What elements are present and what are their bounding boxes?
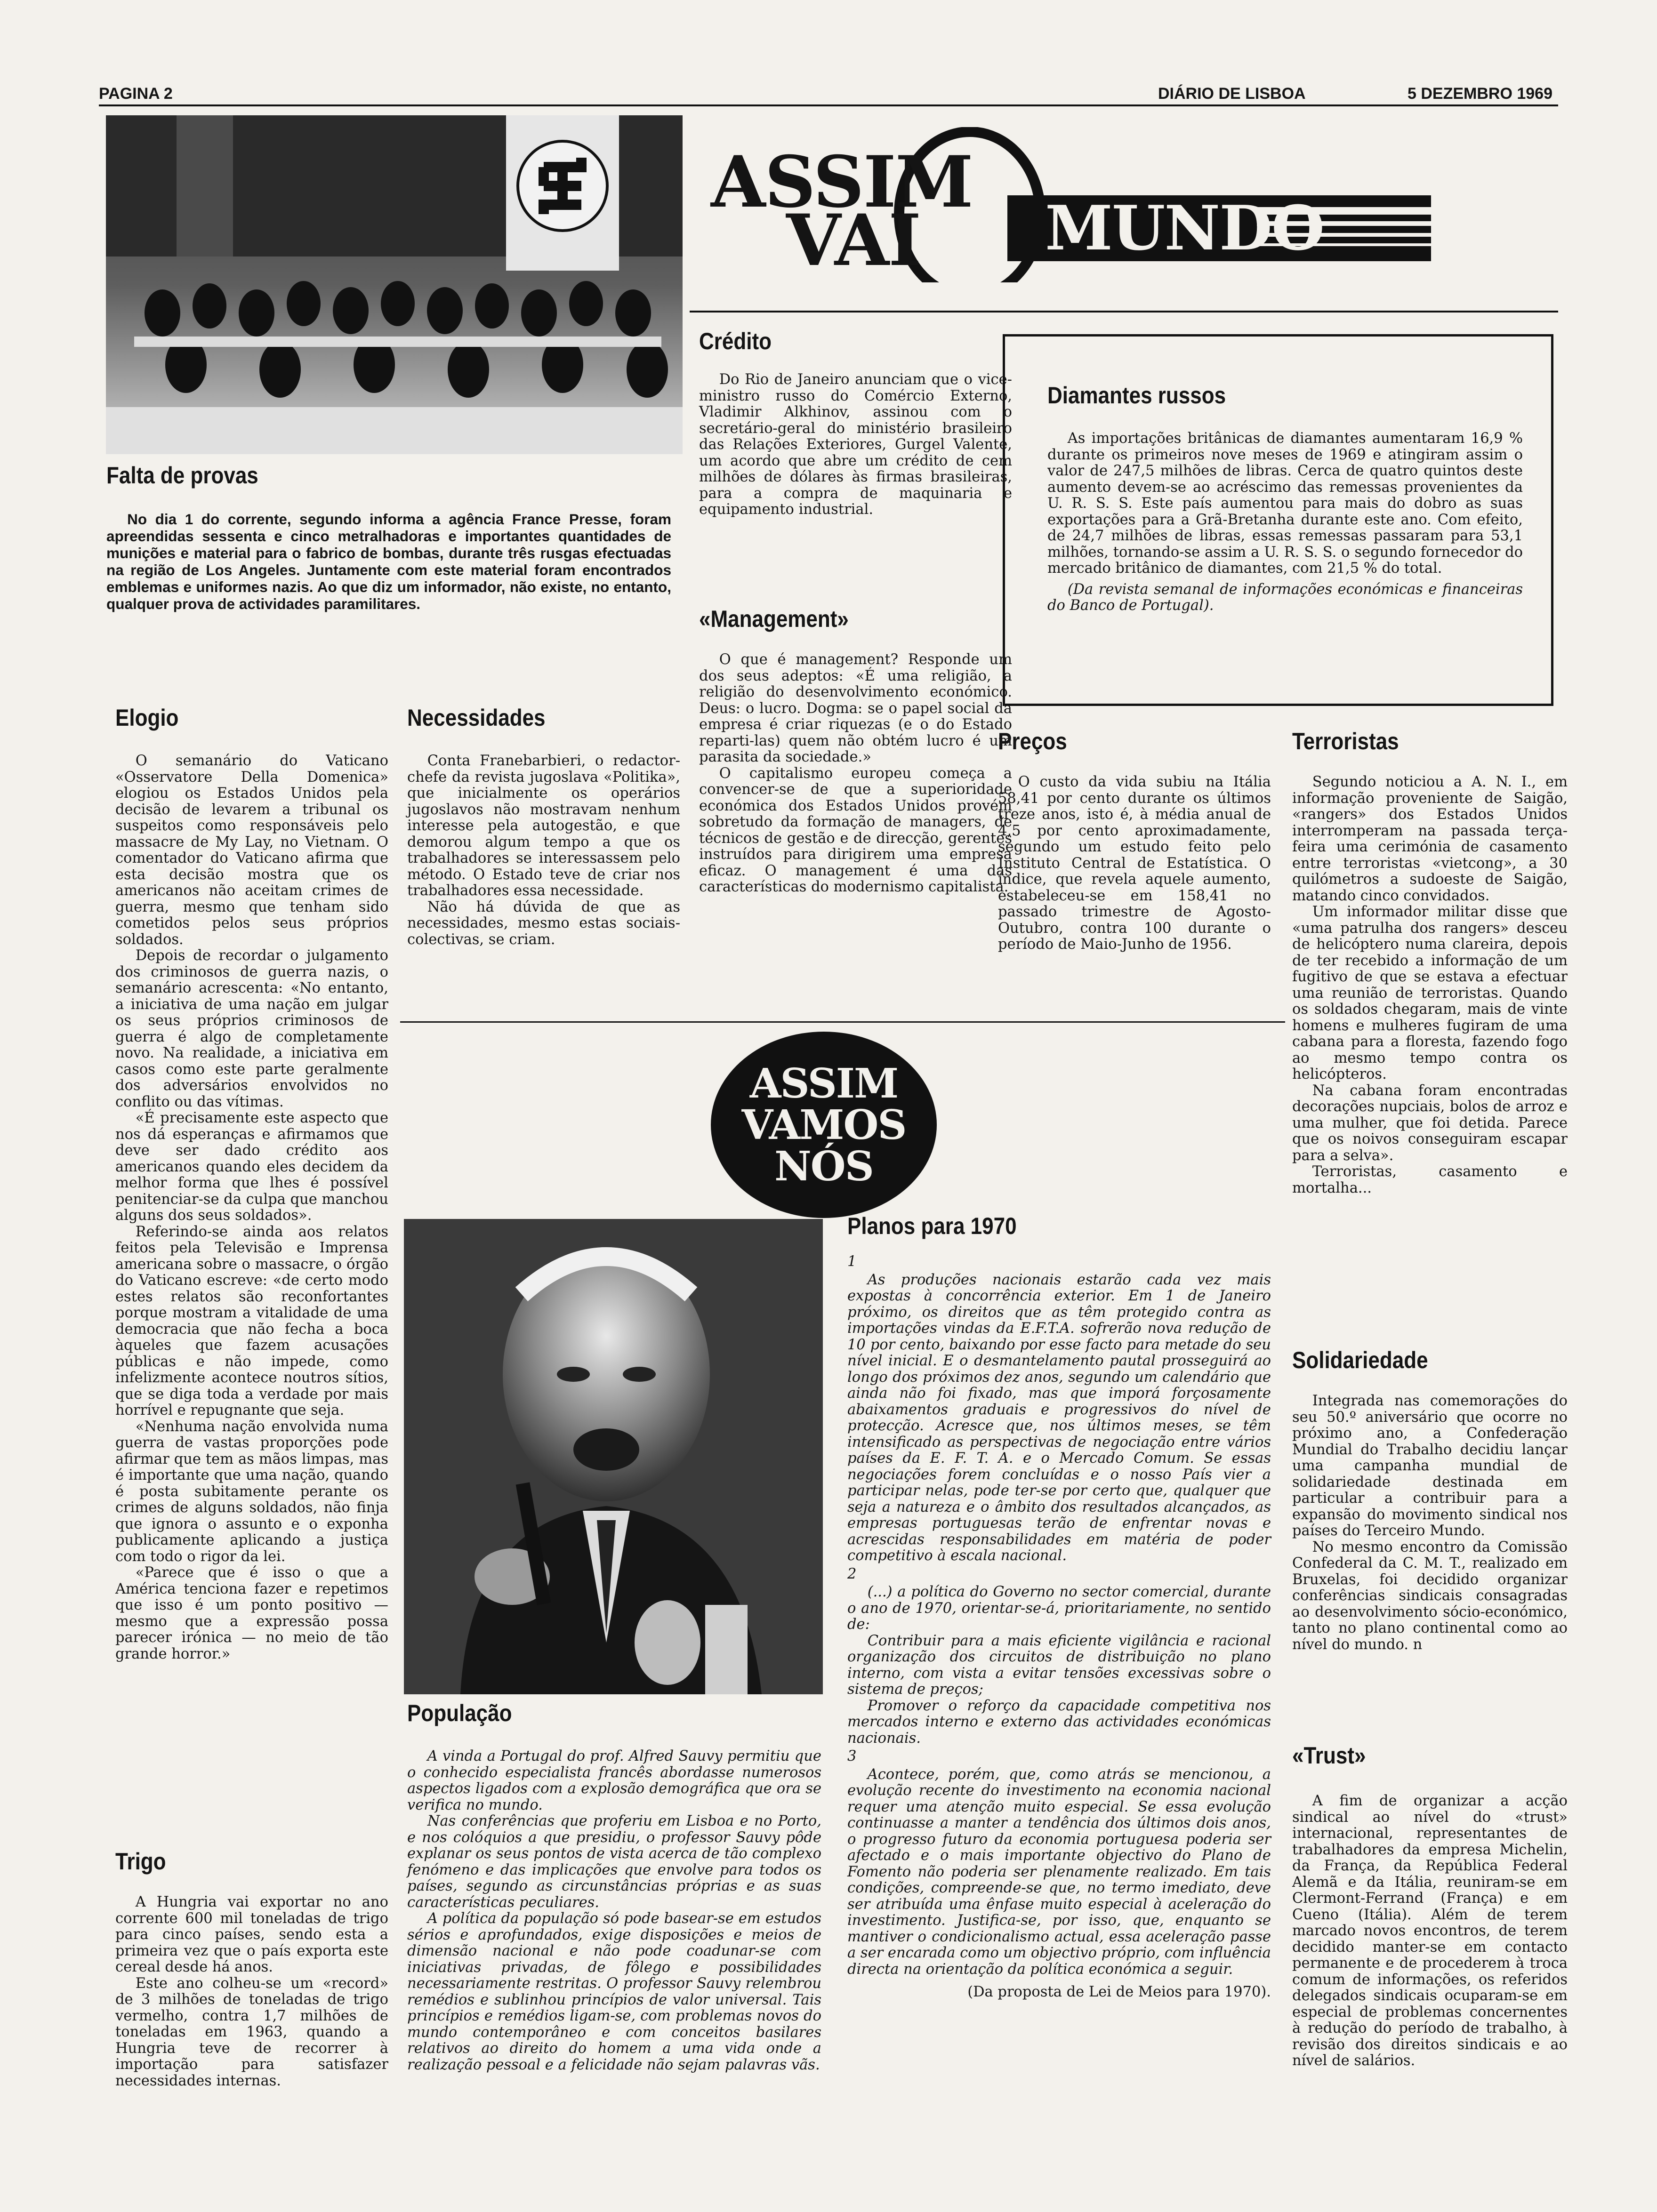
elogio-body: O semanário do Vaticano «Osservatore Della Domenica» elogiou os Estados Unidos pela decisão de levarem a tribunal os suspeitos como responsáveis pelo massacre de My Lay, no Vietnam. O comentador do Vaticano afirma que esta decisão mostra que os americanos não aceitam crimes de guerra, mesmo que tenham sido cometidos pelos seus próprios soldados. Depois de recordar o julgamento dos criminosos de guerra nazis, o semanário acrescenta: «No entanto, a iniciativa de uma nação em julgar os seus próprios criminosos de guerra é algo de completamente novo. Na realidade, a iniciativa em casos como este parte geralmente dos adversários envolvidos no conflito ou das vítimas. «É precisamente este aspecto que nos dá esperanças e afirmamos que deve ser dado crédito aos americanos quando eles decidem da melhor forma que lhes é possível penitenciar-se da culpa que manchou alguns dos seus soldados». Referindo-se ainda aos relatos feitos pela Televisão e Imprensa americana sobre o massacre, o órgão do Vaticano escreve: «de certo modo estes relatos são reconfortantes porque mostram a vitalidade de uma democracia que não fecha a boca àqueles que fazem acusações públicas e não impede, como infelizmente acontece noutros sítios, que se diga toda a verdade por mais horrível e repugnante que seja. «Nenhuma nação envolvida numa guerra de vastas proporções pode afirmar que tem as mãos limpas, mas é importante que uma nação, quando é posta subitamente perante os crimes de alguns soldados, não finja que ignora o assunto e o exponha publicamente aplicando a justiça com todo o rigor da lei. «Parece que é isso o que a América tenciona fazer e repetimos que isso é um ponto positivo — mesmo que a expressão possa parecer irónica — no meio de tão grande horror.»	[115, 753, 388, 1662]
badge-line2: VAMOS	[741, 1101, 906, 1149]
headline-credito: Crédito	[699, 328, 772, 354]
solidariedade-body: Integrada nas comemorações do seu 50.º aniversário que ocorre no próximo ano, a Confederação Mundial do Trabalho decidiu lançar uma campanha mundial de solidariedade destinada em particular a contribuir para a expansão do movimento sindical nos países do Terceiro Mundo. No mesmo encontro da Comissão Confederal da C. M. T., realizado em Bruxelas, foi decidido organizar conferências sindicais consagradas ao desenvolvimento sócio-económico, tanto no plano continental como ao nível do mundo. n	[1292, 1393, 1568, 1653]
planos-section-3: 3	[847, 1748, 857, 1764]
headline-trust: «Trust»	[1292, 1742, 1366, 1769]
banner-mundo: MUNDO	[1045, 192, 1324, 264]
headline-trigo: Trigo	[115, 1848, 166, 1875]
headline-management: «Management»	[699, 606, 849, 632]
populacao-body: A vinda a Portugal do prof. Alfred Sauvy permitiu que o conhecido especialista francês abordasse numerosos aspectos ligados com a explosão demográfica que ora se verifica no mundo. Nas conferências que proferiu em Lisboa e no Porto, e nos colóquios a que presidiu, o professor Sauvy pôde explanar os seus pontos de vista acerca de tão complexo fenómeno e das implicações que envolve para todos os países, segundo as circunstâncias próprias e as suas características peculiares. A política da população só pode basear-se em estudos sérios e aprofundados, exige disposições e meios de dimensão nacional e não pode coadunar-se com iniciativas privadas, de fôlego e possibilidades necessariamente restritas. O professor Sauvy relembrou remédios e sublinhou princípios de valor universal. Tais princípios e remédios ligam-se, com problemas novos do mundo contemporâneo e com conceitos basilares relativos ao direito do homem a uma vida onde a realização pessoal e a felicidade não sejam palavras vãs.	[407, 1748, 821, 2073]
headline-necessidades: Necessidades	[407, 705, 546, 731]
headline-elogio: Elogio	[115, 705, 179, 731]
header-rule	[99, 104, 1558, 106]
necessidades-body: Conta Franebarbieri, o redactor-chefe da revista jugoslava «Politika», que inicialmente os operários jugoslavos não mostravam nenhum interesse pela autogestão, e que demorou algum tempo a que os trabalhadores se interessassem pelo método. O Estado teve de criar nos trabalhadores essa necessidade. Não há dúvida de que as necessidades, mesmo estas sociais-colectivas, se criam.	[407, 753, 680, 948]
precos-body: O custo da vida subiu na Itália 58,41 por cento durante os últimos treze anos, isto é, à média anual de 4,5 por cento aproximadamente, segundo um estudo feito pelo Instituto Central de Estatística. O índice, que revela aquele aumento, estabeleceu-se em 158,41 no passado trimestre de Agosto-Outubro, contra 100 durante o período de Maio-Junho de 1956.	[998, 774, 1271, 953]
headline-falta-de-provas: Falta de provas	[106, 462, 258, 489]
badge-line1: ASSIM	[749, 1060, 898, 1107]
planos-body: 1 As produções nacionais estarão cada vez mais expostas à concorrência exterior. Em 1 de Janeiro próximo, os direitos que as têm protegido contra as importações vindas da E.F.T.A. sofrerão nova redução de 10 por cento, baixando por esse facto para metade do seu nível inicial. E o desmantelamento pautal prosseguirá ao longo dos próximos dez anos, segundo um calendário que ainda não foi fixado, mas que imporá forçosamente abaixamentos graduais e progressivos do nível de protecção. Acresce que, nos últimos meses, se têm intensificado as perspectivas de negociação entre vários países da E. F. T. A. e o Mercado Comum. Se essas negociações forem concluídas e o nosso País vier a participar nelas, pode ter-se por certo que, qualquer que seja a natureza e o âmbito dos resultados alcançados, as empresas portuguesas terão de enfrentar novas e acrescidas responsabilidades em matéria de poder competitivo à escala nacional. 2 (...) a política do Governo no sector comercial, durante o ano de 1970, orientar-se-á, prioritariamente, no sentido de: Contribuir para a mais eficiente vigilância e racional organização dos circuitos de distribuição no plano interno, com vista a evitar tensões excessivas sobre o sistema de preços; Promover o reforço da capacidade competitiva nos mercados interno e externo das actividades económicas nacionais. 3 Acontece, porém, que, como atrás se mencionou, a evolução recente do investimento na economia nacional requer uma atenção muito especial. Se essa evolução continuasse a manter a tendência dos últimos dois anos, o progresso futuro da economia portuguesa poderia ser afectado e o mais importante objectivo do Plano de Fomento não poderia ser plenamente realizado. Em tais condições, compreende-se que, no termo imediato, deve ser atribuída uma ênfase muito especial à aceleração do investimento. Justifica-se, por isso, que, enquanto se mantiver o condicionalismo actual, essa aceleração passe a ser encarada como um objectivo próprio, com influência directa na orientação da política económica a seguir. (Da proposta de Lei de Meios para 1970).	[847, 1253, 1271, 2000]
newspaper-name: DIÁRIO DE LISBOA	[1158, 85, 1306, 103]
headline-populacao: População	[407, 1700, 512, 1726]
headline-planos: Planos para 1970	[847, 1213, 1017, 1239]
headline-precos: Preços	[998, 728, 1067, 754]
trust-body: A fim de organizar a acção sindical ao nível do «trust» internacional, representantes de trabalhadores da empresa Michelin, da França, da República Federal Alemã e da Itália, reuniram-se em Clermont-Ferrand (França) e em Cueno (Itália). Além de terem marcado novos encontros, de terem decidido manter-se em contacto permanente e de procederem à troca comum de informações, os referidos delegados sindicais ocuparam-se em especial de problemas concernentes à redução do período de trabalho, à revisão dos direitos sindicais e ao nível de salários.	[1292, 1793, 1568, 2069]
credito-body: Do Rio de Janeiro anunciam que o vice-ministro russo do Comércio Externo, Vladimir Alkhinov, assinou com o secretário-geral do ministério brasileiro das Relações Exteriores, Gurgel Valente, um acordo que abre um crédito de cem milhões de dólares às firmas brasileiras, para a compra de maquinaria e equipamento industrial.	[699, 371, 1012, 518]
photo-nazi-meeting	[106, 115, 683, 454]
section-banner	[711, 127, 1450, 282]
falta-body: No dia 1 do corrente, segundo informa a agência France Presse, foram apreendidas sessenta e cinco metralhadoras e importantes quantidades de munições e material para o fabrico de bombas, durante três rusgas efectuadas na região de Los Angeles. Juntamente com este material foram encontrados emblemas e uniformes nazis. Ao que diz um informador, não existe, no entanto, qualquer prova de actividades paramilitares.	[106, 511, 671, 612]
management-body: O que é management? Responde um dos seus adeptos: «É uma religião, a religião do desenvolvimento económico. Deus: o lucro. Dogma: se o papel social da empresa é criar riquezas (e o do Estado reparti-las) quem não obtém lucro é um parasita da sociedade.» O capitalismo europeu começa a convencer-se de que a superioridade económica dos Estados Unidos provém sobretudo da formação de managers, de técnicos de gestão e de direcção, gerentes instruídos para dirigirem uma empresa eficaz. O management é uma das características do modernismo capitalista.	[699, 651, 1012, 895]
headline-diamantes: Diamantes russos	[1047, 382, 1226, 409]
banner-rule	[690, 311, 1558, 313]
banner-vai: VAI	[786, 199, 921, 282]
planos-section-1: 1	[847, 1253, 857, 1270]
headline-solidariedade: Solidariedade	[1292, 1347, 1428, 1373]
diamantes-body: As importações britânicas de diamantes aumentaram 16,9 % durante os primeiros nove meses de 1969 e atingiram assim o valor de 247,5 milhões de libras. Cerca de quatro quintos deste aumento devem-se ao acréscimo das remessas provenientes da U. R. S. S. Este país aumentou para mais do dobro as suas exportações para a Grã-Bretanha durante este ano. Com efeito, de 24,7 milhões de libras, essas remessas passaram para 53,1 milhões, tornando-se assim a U. R. S. S. o segundo fornecedor do mercado britânico de diamantes, com 21,5 % do total. (Da revista semanal de informações económicas e financeiras do Banco de Portugal).	[1047, 430, 1523, 614]
badge-line3: NÓS	[774, 1143, 873, 1190]
trigo-body: A Hungria vai exportar no ano corrente 600 mil toneladas de trigo para cinco países, sendo esta a primeira vez que o país exporta este cereal desde há anos. Este ano colheu-se um «record» de 3 milhões de toneladas de trigo vermelho, contra 1,7 milhões de toneladas em 1963, quando a Hungria teve de recorrer à importação para satisfazer necessidades internas.	[115, 1894, 388, 2089]
assim-vamos-nos-badge	[708, 1031, 939, 1219]
planos-source: (Da proposta de Lei de Meios para 1970).	[967, 1984, 1271, 2000]
terroristas-body: Segundo noticiou a A. N. I., em informação proveniente de Saigão, «rangers» dos Estados Unidos interromperam na passada terça-feira uma cerimónia de casamento entre terroristas «vietcong», a 30 quilómetros a sudoeste de Saigão, matando cinco convidados. Um informador militar disse que «uma patrulha dos rangers» desceu de helicóptero numa clareira, depois de ter recebido a informação de um fugitivo de que se estava a efectuar uma reunião de terroristas. Quando os soldados chegaram, mais de vinte homens e mulheres fugiram de uma cabana para a floresta, fazendo fogo ao mesmo tempo contra os helicópteros. Na cabana foram encontradas decorações nupciais, bolos de arroz e uma mulher, que foi detida. Parece que os noivos conseguiram escapar para a selva». Terroristas, casamento e mortalha...	[1292, 774, 1568, 1196]
issue-date: 5 DEZEMBRO 1969	[1408, 85, 1552, 103]
headline-terroristas: Terroristas	[1292, 728, 1399, 754]
photo-alfred-sauvy	[404, 1219, 823, 1694]
banner-assim: ASSIM	[711, 141, 973, 224]
planos-section-2: 2	[847, 1565, 857, 1582]
middle-rule	[400, 1021, 1285, 1023]
page-number: PAGINA 2	[99, 85, 173, 103]
